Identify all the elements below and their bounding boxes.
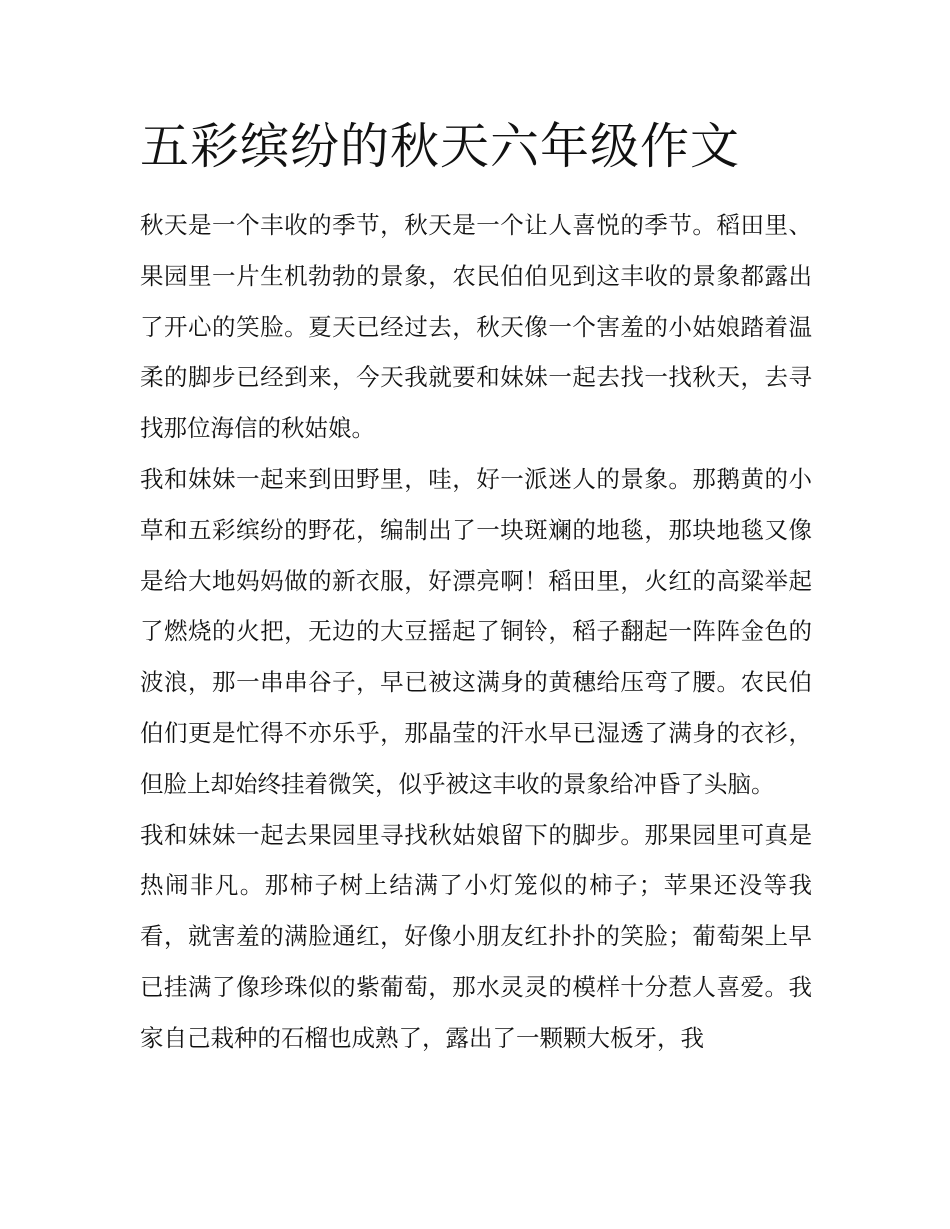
paragraph-2: 我和妹妹一起来到田野里，哇，好一派迷人的景象。那鹅黄的小草和五彩缤纷的野花，编制出了一块斑斓的地毯，那块地毯又像是给大地妈妈做的新衣服，好漂亮啊！稻田里，火红的高粱举起了燃烧的火把，无边的大豆摇起了铜铃，稻子翻起一阵阵金色的波浪，那一串串谷子，早已被这满身的黄穗给压弯了腰。农民伯伯们更是忙得不亦乐乎，那晶莹的汗水早已湿透了满身的衣衫，但脸上却始终挂着微笑，似乎被这丰收的景象给冲昏了头脑。 — [140, 464, 812, 798]
document-title: 五彩缤纷的秋天六年级作文 — [140, 118, 741, 175]
paragraph-3: 我和妹妹一起去果园里寻找秋姑娘留下的脚步。那果园里可真是热闹非凡。那柿子树上结满了小灯笼似的柿子；苹果还没等我看，就害羞的满脸通红，好像小朋友红扑扑的笑脸；葡萄架上早已挂满了像珍珠似的紫葡萄，那水灵灵的模样十分惹人喜爱。我家自己栽种的石榴也成熟了，露出了一颗颗大板牙，我 — [140, 820, 812, 1052]
paragraph-1: 秋天是一个丰收的季节，秋天是一个让人喜悦的季节。稻田里、果园里一片生机勃勃的景象，农民伯伯见到这丰收的景象都露出了开心的笑脸。夏天已经过去，秋天像一个害羞的小姑娘踏着温柔的脚步已经到来，今天我就要和妹妹一起去找一找秋天，去寻找那位海信的秋姑娘。 — [140, 211, 812, 443]
document-body — [140, 200, 812, 1064]
